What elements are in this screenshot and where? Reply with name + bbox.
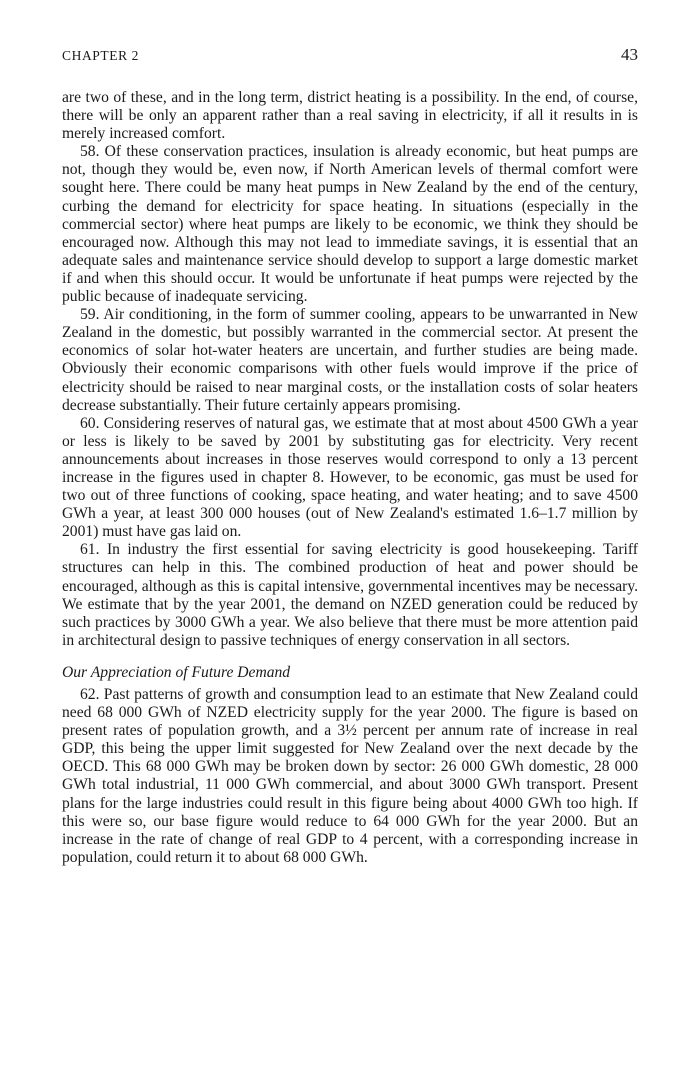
body-text xyxy=(62,89,638,867)
paragraph-60: 60. Considering reserves of natural gas, we estimate that at most about 4500 GWh a year or less is likely to be saved by 2001 by substituting gas for electricity. Very recent announcements about increases in those reserves would correspond to only a 13 percent increase in the figures used in chapter 8. However, to be economic, gas must be used for two out of three functions of cooking, space heating, and water heating; and to save 4500 GWh a year, at least 300 000 houses (out of New Zealand's estimated 1.6–1.7 million by 2001) must have gas laid on. xyxy=(62,414,638,541)
page-number: 43 xyxy=(621,45,638,64)
paragraph-59: 59. Air conditioning, in the form of summer cooling, appears to be unwarranted in New Zealand in the domestic, but possibly warranted in the commercial sector. At present the economics of solar hot-water heaters are uncertain, and further studies are being made. Obviously their economic comparisons with other fuels would improve if the price of electricity should be raised to near marginal costs, or the installation costs of solar heaters decrease substantially. Their future certainly appears promising. xyxy=(62,306,638,414)
paragraph-continuation: are two of these, and in the long term, district heating is a possibility. In the end, of course, there will be only an apparent rather than a real saving in electricity, if all it results in is merely increased comfort. xyxy=(62,89,638,143)
paragraph-58: 58. Of these conservation practices, insulation is already economic, but heat pumps are not, though they would be, even now, if North American levels of thermal comfort were sought here. There could be many heat pumps in New Zealand by the end of the century, curbing the demand for electricity for space heating. In situations (especially in the commercial sector) where heat pumps are likely to be economic, we think they should be encouraged now. Although this may not lead to immediate savings, it is essential that an adequate sales and maintenance service should develop to support a large domestic market if and when this should occur. It would be unfortunate if heat pumps were rejected by the public because of inadequate servicing. xyxy=(62,143,638,306)
section-heading: Our Appreciation of Future Demand xyxy=(62,663,291,681)
running-head xyxy=(62,45,638,68)
paragraph-62: 62. Past patterns of growth and consumption lead to an estimate that New Zealand could need 68 000 GWh of NZED electricity supply for the year 2000. The figure is based on present rates of population growth, and a 3½ percent per annum rate of increase in real GDP, this being the upper limit suggested for New Zealand over the next decade by the OECD. This 68 000 GWh may be broken down by sector: 26 000 GWh domestic, 28 000 GWh total industrial, 11 000 GWh commercial, and about 3000 GWh transport. Present plans for the large industries could result in this figure being about 4000 GWh too high. If this were so, our base figure would reduce to 64 000 GWh for the year 2000. But an increase in the rate of change of real GDP to 4 percent, with a corresponding increase in population, could return it to about 68 000 GWh. xyxy=(62,686,638,866)
chapter-label: CHAPTER 2 xyxy=(62,48,140,63)
paragraph-61: 61. In industry the first essential for saving electricity is good housekeeping. Tariff structures can help in this. The combined production of heat and power should be encouraged, although as this is capital intensive, governmental incentives may be necessary. We estimate that by the year 2001, the demand on NZED generation could be reduced by such practices by 3000 GWh a year. We also believe that there must be more attention paid in architectural design to passive techniques of energy conservation in all sectors. xyxy=(62,541,638,649)
